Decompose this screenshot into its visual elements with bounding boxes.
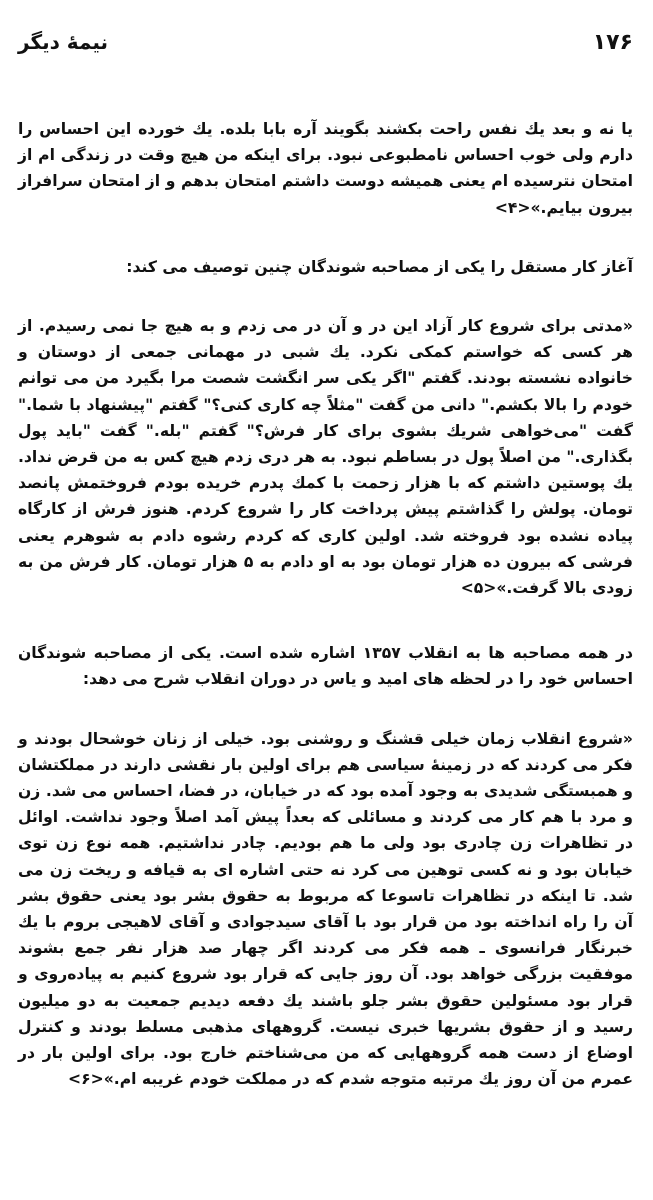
- paragraph-intro-revolution: در همه مصاحبه ها به انقلاب ۱۳۵۷ اشاره شده است. یکی از مصاحبه شوندگان احساس خود را در لحظه های امید و یاس در دوران انقلاب شرح می دهد:: [18, 644, 634, 689]
- running-title: نیمهٔ دیگر: [18, 30, 109, 54]
- paragraph-quote-end: یا نه و بعد یك نفس راحت بکشند بگویند آره بابا بلده. یك خورده این احساس را دارم ولی خوب احساس نامطبوعی نبود. برای اینکه من هیچ وقت در زندگی ام از امتحان نترسیده ام یعنی همیشه دوست داشتم امتحان بدهم و از امتحان سرافراز بیرون بیایم.»<۴>: [18, 120, 633, 217]
- paragraph-quote-carpet-business: «مدتی برای شروع کار آزاد این در و آن در می زدم و به هیچ جا نمی رسیدم. از هر کسی که خواستم کمکی نکرد. یك شبی در مهمانی جمعی از دوستان و خانواده نشسته بودند. گفتم "اگر یکی سر انگشت شصت مرا بگیرد من می توانم خودم را بالا بکشم." دانی من گفت "مثلاً چه کاری کنی؟" گفتم "پیشنهاد با شما." گفت "می‌خواهی شریك بشوی برای کار فرش؟" گفتم "بله." گفت "باید پول بگذاری." من اصلاً پول در بساطم نبود. به هر دری زدم هیچ کس به من قرض نداد. یك پوستین‌ داشتم که با هزار زحمت با کمك پدرم خریده بودم فروختمش پانصد تومان. پولش را گذاشتم پیش پرداخت کار را شروع کردم. هنوز فرش از کارگاه پیاده نشده بود فروخته شد. اولین کاری که کردم رشوه دادم به شوهرم یعنی فرشی که بیرون ده هزار تومان بود به او دادم به ۵ هزار تومان. کار فرش من به زودی بالا گرفت.»<۵>: [17, 317, 633, 598]
- page-header: [18, 30, 633, 70]
- paragraph-intro-independent-work: آغاز کار مستقل را یکی از مصاحبه شوندگان چنین توصیف می کند:: [126, 257, 633, 276]
- page-number: ۱۷۶: [592, 30, 633, 55]
- paragraph-quote-revolution: «شروع انقلاب زمان خیلی قشنگ و روشنی بود. خیلی از زنان خوشحال بودند و فکر می کردند که در زمینهٔ سیاسی هم برای اولین بار نقشی دارند در مملکتشان و همبستگی شدیدی به وجود آمده بود که در خیابان، در فضا، احساس می شد. زن و مرد با هم کار می کردند و مسائلی که بعداً پیش آمد اصلاً وجود نداشت. اوائل در تظاهرات زن چادری بود ولی ما هم بودیم. چادر نداشتیم. همه نوع زن توی خیابان بود و نه کسی توهین می کرد نه حتی اشاره ای به قیافه و ریخت زن می شد. تا اینکه در تظاهرات تاسوعا که مربوط به حقوق بشر بود یعنی حقوق بشر آن را راه انداخته بود من قرار بود با آقای سیدجوادی و آقای لاهیجی بروم با یك خبرنگار فرانسوی ـ همه فکر می کردند اگر چهار صد هزار نفر جمع بشوند موفقیت بزرگی خواهد بود. آن روز جایی که قرار بود شروع کنیم به پیاده‌روی و قرار بود مسئولین حقوق بشر جلو باشند یك دفعه دیدیم جمعیت به دو میلیون رسید و از حقوق بشریها خبری نیست. گروههای مذهبی مسلط بودند و کنترل اوضاع از دست همه گروههایی که من می‌شناختم خارج بود. برای اولین بار در عمرم من آن روز یك مرتبه متوجه شدم که در مملکت خودم غریبه ام.»<۶>: [18, 729, 633, 1089]
